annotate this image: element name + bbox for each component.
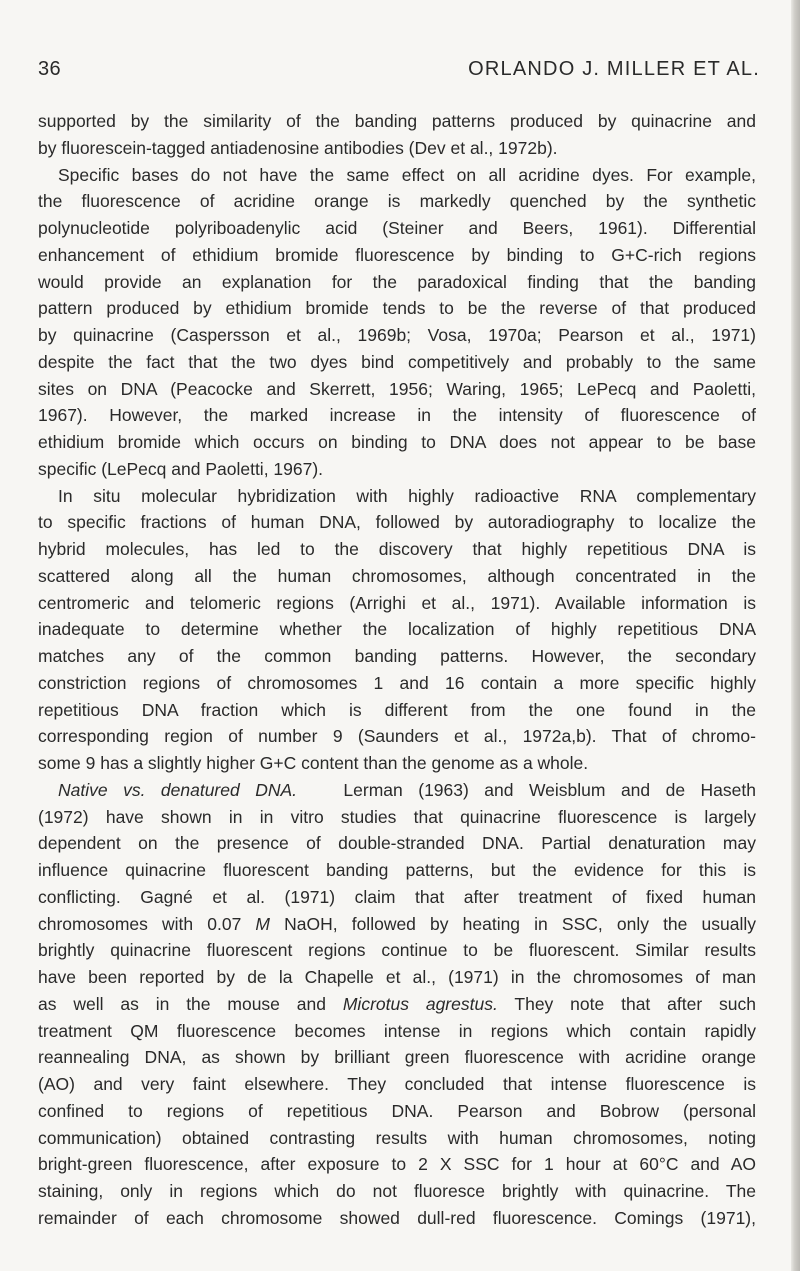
text-line: reannealing DNA, as shown by brilliant green fluorescence with acridine orange [38, 1047, 756, 1068]
body-text [38, 108, 756, 1232]
text-line: communication) obtained contrasting results with human chromosomes, noting [38, 1127, 756, 1148]
text-line: repetitious DNA fraction which is different from the one found in the [38, 699, 756, 720]
text-line: specific (LePecq and Paoletti, 1967). [38, 458, 324, 479]
text-line: confined to regions of repetitious DNA. Pearson and Bobrow (personal [38, 1100, 756, 1121]
text-line: brightly quinacrine fluorescent regions continue to be fluorescent. Similar results [38, 940, 756, 961]
text-line: centromeric and telomeric regions (Arrighi et al., 1971). Available information is [38, 592, 756, 613]
text-line: staining, only in regions which do not fluoresce brightly with quinacrine. The [38, 1181, 756, 1201]
text-line: would provide an explanation for the paradoxical finding that the banding [38, 271, 756, 292]
text-line: remainder of each chromosome showed dull-red fluorescence. Comings (1971), [38, 1207, 756, 1228]
text-line: scattered along all the human chromosomes, although concentrated in the [38, 565, 756, 586]
text-line: ethidium bromide which occurs on binding to DNA does not appear to be base [38, 432, 756, 452]
text-line: hybrid molecules, has led to the discovery that highly repetitious DNA is [38, 539, 756, 559]
text-line: by quinacrine (Caspersson et al., 1969b; Vosa, 1970a; Pearson et al., 1971) [38, 325, 756, 345]
text-line: sites on DNA (Peacocke and Skerrett, 1956; Waring, 1965; LePecq and Paoletti, [38, 378, 756, 399]
text-line: constriction regions of chromosomes 1 and 16 contain a more specific highly [38, 672, 756, 693]
text-line: Native vs. denatured DNA. Lerman (1963) and Weisblum and de Haseth [58, 779, 756, 800]
text-line: by fluorescein-tagged antiadenosine antibodies (Dev et al., 1972b). [38, 137, 558, 158]
page-number: 36 [38, 58, 62, 80]
text-line: corresponding region of number 9 (Saunders et al., 1972a,b). That of chromo- [38, 726, 756, 747]
page-edge-shadow [791, 0, 800, 1271]
text-line: influence quinacrine fluorescent banding patterns, but the evidence for this is [38, 860, 756, 880]
text-line: enhancement of ethidium bromide fluorescence by binding to G+C-rich regions [38, 244, 756, 265]
text-line: polynucleotide polyriboadenylic acid (Steiner and Beers, 1961). Differential [38, 218, 756, 238]
text-line: the fluorescence of acridine orange is markedly quenched by the synthetic [38, 191, 756, 212]
text-line: have been reported by de la Chapelle et al., (1971) in the chromosomes of man [38, 967, 756, 987]
text-line: (1972) have shown in in vitro studies that quinacrine fluorescence is largely [38, 806, 756, 827]
text-line: chromosomes with 0.07 M NaOH, followed by heating in SSC, only the usually [38, 913, 756, 934]
text-line: despite the fact that the two dyes bind competitively and probably to the same [38, 351, 756, 372]
text-line: to specific fractions of human DNA, followed by autoradiography to localize the [38, 512, 756, 533]
text-line: matches any of the common banding patterns. However, the secondary [38, 646, 756, 666]
text-line: treatment QM fluorescence becomes intense in regions which contain rapidly [38, 1020, 756, 1041]
text-line: supported by the similarity of the banding patterns produced by quinacrine and [38, 111, 756, 131]
text-line: some 9 has a slightly higher G+C content than the genome as a whole. [38, 753, 589, 773]
text-line: (AO) and very faint elsewhere. They concluded that intense fluorescence is [38, 1074, 756, 1094]
text-line: 1967). However, the marked increase in the intensity of fluorescence of [38, 405, 756, 426]
text-line: Specific bases do not have the same effect on all acridine dyes. For example, [58, 164, 756, 185]
page-header [38, 58, 760, 84]
text-line: In situ molecular hybridization with highly radioactive RNA complementary [58, 485, 756, 506]
text-line: pattern produced by ethidium bromide tends to be the reverse of that produced [38, 298, 756, 319]
running-head: ORLANDO J. MILLER ET AL. [468, 58, 760, 80]
text-line: as well as in the mouse and Microtus agrestus. They note that after such [38, 993, 756, 1014]
text-line: inadequate to determine whether the localization of highly repetitious DNA [38, 619, 756, 640]
text-line: bright-green fluorescence, after exposure to 2 X SSC for 1 hour at 60°C and AO [38, 1154, 756, 1175]
text-line: conflicting. Gagné et al. (1971) claim that after treatment of fixed human [38, 886, 756, 907]
text-line: dependent on the presence of double-stranded DNA. Partial denaturation may [38, 833, 756, 854]
